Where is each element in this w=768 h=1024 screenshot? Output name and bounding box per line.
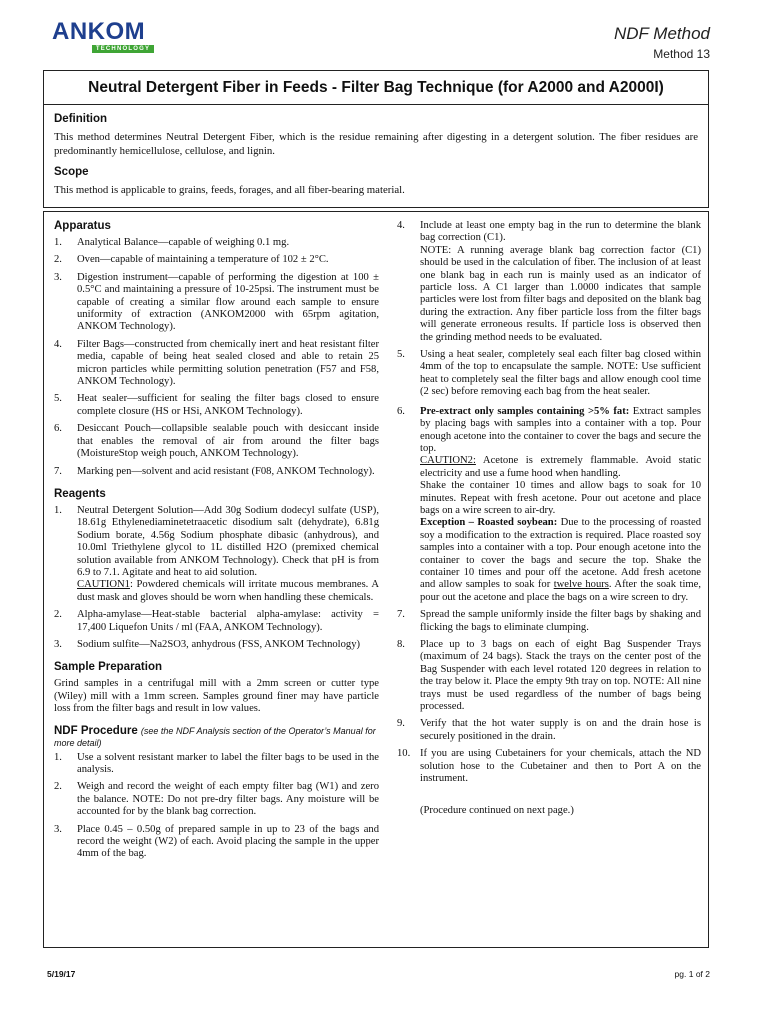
left-column <box>54 220 379 866</box>
reagent-item: 1. Neutral Detergent Solution—Add 30g Sodium dodecyl sulfate (USP), 18.61g Ethylenediaminetetraacetic disodium salt (dehydrate), 6.81g Sodium borate, 4.56g Sodium phosphate dibasic (anhydrous), and 10.0ml Triethylene glycol to 1L distilled H2O (premixed chemical solution available from ANKOM Technology). Check that pH is from 6.9 to 7.1. Agitate and heat to aid solution. CAUTION1: Powdered chemicals will irritate mucous membranes. A dust mask and gloves should be worn when handling these chemicals. <box>54 504 379 603</box>
header-method-number: Method 13 <box>653 47 710 61</box>
procedure-step: 2. Weigh and record the weight of each empty filter bag (W1) and zero the balance. NOTE: Do not pre-dry filter bags. Any moisture will be accounted for by the blank bag correction. <box>54 781 379 818</box>
blank-bag-note: NOTE: A running average blank bag correction factor (C1) should be used in the calculation of fiber. The inclusion of at least one blank bag in each run is mainly used as an indicator of particle loss. A C1 larger than 1.0000 indicates that sample particles were lost from filter bags and deposited on the blank bag during the extraction. Any fiber particle loss from the filter bags will generate erroneous results. If particle loss is observed then the grinding method needs to be evaluated. <box>420 244 701 343</box>
procedure-heading: NDF Procedure (see the NDF Analysis section of the Operator’s Manual for more detail) <box>54 724 376 748</box>
definition-scope-box <box>43 104 709 208</box>
reagent-item: 2. Alpha-amylase—Heat-stable bacterial alpha-amylase: activity = 17,400 Liquefon Units / ml (FAA, ANKOM Technology). <box>54 609 379 633</box>
procedure-step: 4. Include at least one empty bag in the run to determine the blank bag correction (C1). NOTE: A running average blank bag correction factor (C1) should be used in the calculation of fiber. The inclusion of at least one blank bag in each run is mainly used as an indicator of particle loss. A C1 larger than 1.0000 indicates that sample particles were lost from filter bags and deposited on the blank bag during the extraction. Any fiber particle loss from the filter bags will generate erroneous results. If particle loss is observed then the grinding method needs to be evaluated. <box>397 220 701 343</box>
procedure-step: 9. Verify that the hot water supply is on and the drain hose is securely positioned in the drain. <box>397 718 701 742</box>
procedure-heading-note: (see the NDF Analysis section of the Operator’s Manual for more detail) <box>54 725 376 748</box>
apparatus-item: 4. Filter Bags—constructed from chemically inert and heat resistant filter media, capable of being heat sealed closed and able to retain 25 micron particles while permitting solution penetration (F57 and F58, ANKOM Technology). <box>54 338 379 388</box>
apparatus-item: 2. Oven—capable of maintaining a temperature of 102 ± 2°C. <box>54 254 329 266</box>
reagents-heading: Reagents <box>54 487 106 500</box>
logo-tagline: TECHNOLOGY <box>92 45 154 53</box>
procedure-step: 1. Use a solvent resistant marker to label the filter bags to be used in the analysis. <box>54 751 379 775</box>
footer-date: 5/19/17 <box>47 969 76 979</box>
ankom-logo <box>52 20 158 54</box>
apparatus-item: 5. Heat sealer—sufficient for sealing the filter bags closed to ensure complete closure (HS or HSi, ANKOM Technology). <box>54 393 379 417</box>
procedure-step: 3. Place 0.45 – 0.50g of prepared sample in up to 23 of the bags and record the weight (W2) of each. Avoid placing the sample in the upper 4mm of the bag. <box>54 823 379 860</box>
exception-label: Exception – Roasted soybean: <box>420 517 558 529</box>
header-method-name: NDF Method <box>613 24 710 43</box>
apparatus-item: 7. Marking pen—solvent and acid resistant (F08, ANKOM Technology). <box>54 465 375 477</box>
apparatus-heading: Apparatus <box>54 220 111 232</box>
logo-wordmark: ANKOM <box>52 18 146 45</box>
right-column <box>397 220 701 818</box>
method-body <box>43 211 709 948</box>
caution1-label: CAUTION1 <box>77 579 130 591</box>
apparatus-item: 6. Desiccant Pouch—collapsible sealable pouch with desiccant inside that enables the removal of air from around the filter bags (MoistureStop weigh pouch, ANKOM Technology). <box>54 423 379 460</box>
definition-heading: Definition <box>54 113 108 125</box>
scope-heading: Scope <box>54 166 89 178</box>
sample-prep-heading: Sample Preparation <box>54 661 163 674</box>
procedure-step: 5. Using a heat sealer, completely seal each filter bag closed within 4mm of the top to encapsulate the sample. NOTE: Use sufficient heat to completely seal the filter bags and allow enough cool time (2 sec) before removing each bag from the heat sealer. <box>397 349 701 398</box>
procedure-step: 10. If you are using Cubetainers for your chemicals, attach the ND solution hose to the Cubetainer and then to Port A on the instrument. <box>397 748 701 785</box>
procedure-step: 7. Spread the sample uniformly inside the filter bags by shaking and flicking the bags to eliminate clumping. <box>397 609 701 633</box>
scope-text: This method is applicable to grains, feeds, forages, and all fiber-bearing material. <box>54 184 405 196</box>
sample-prep-text: Grind samples in a centrifugal mill with a 2mm screen or cutter type (Wiley) mill with a 1mm screen. Samples ground finer may have particle loss from the filter bags and result in low values. <box>54 678 379 715</box>
procedure-step: 8. Place up to 3 bags on each of eight Bag Suspender Trays (maximum of 24 bags). Stack the trays on the center post of the Bag Suspender with each level rotated 120 degrees in relation to the tray below it. Place the empty 9th tray on top. NOTE: All nine trays must be used regardless of the number of bags being processed. <box>397 639 701 713</box>
caution2-label: CAUTION2: <box>420 455 476 467</box>
footer-page: pg. 1 of 2 <box>674 969 710 979</box>
apparatus-item: 3. Digestion instrument—capable of performing the digestion at 100 ± 0.5°C and maintaining a pressure of 10-25psi. The instrument must be capable of creating a similar flow around each sample to ensure uniformity of extraction (ANKOM2000 with 65rpm agitation, ANKOM Technology). <box>54 271 379 333</box>
document-title: Neutral Detergent Fiber in Feeds - Filter Bag Technique (for A2000 and A2000I) <box>43 70 709 105</box>
procedure-step: 6. Pre-extract only samples containing >5% fat: Extract samples by placing bags with samples into a container with a top. Pour enough acetone into the container to cover the bags and secure the top. CAUTION2: Acetone is extremely flammable. Avoid static electricity and use a fume hood when handling. Shake the container 10 times and allow bags to soak for 10 minutes. Repeat with fresh acetone. Pour out acetone and place bags on a wire screen to air-dry. Exception – Roasted soybean: Due to the processing of roasted soy a modification to the extraction is required. Place roasted soy samples into a container with a top. Pour enough acetone into the container to cover the bags and secure the top. Shake the container 10 times and pour off the acetone. Add fresh acetone and allow samples to soak for twelve hours. After the soak time, pour out the acetone and place the bags on a wire screen to dry. <box>397 405 701 603</box>
pre-extract-label: Pre-extract only samples containing >5% fat: <box>420 405 630 417</box>
definition-text: This method determines Neutral Detergent Fiber, which is the residue remaining after digesting in a detergent solution. The fiber residues are predominantly hemicellulose, cellulose, and lignin. <box>54 131 698 157</box>
reagent-item: 3. Sodium sulfite—Na2SO3, anhydrous (FSS, ANKOM Technology) <box>54 638 361 650</box>
apparatus-item: 1. Analytical Balance—capable of weighing 0.1 mg. <box>54 237 290 248</box>
continued-note: (Procedure continued on next page.) <box>420 805 574 817</box>
